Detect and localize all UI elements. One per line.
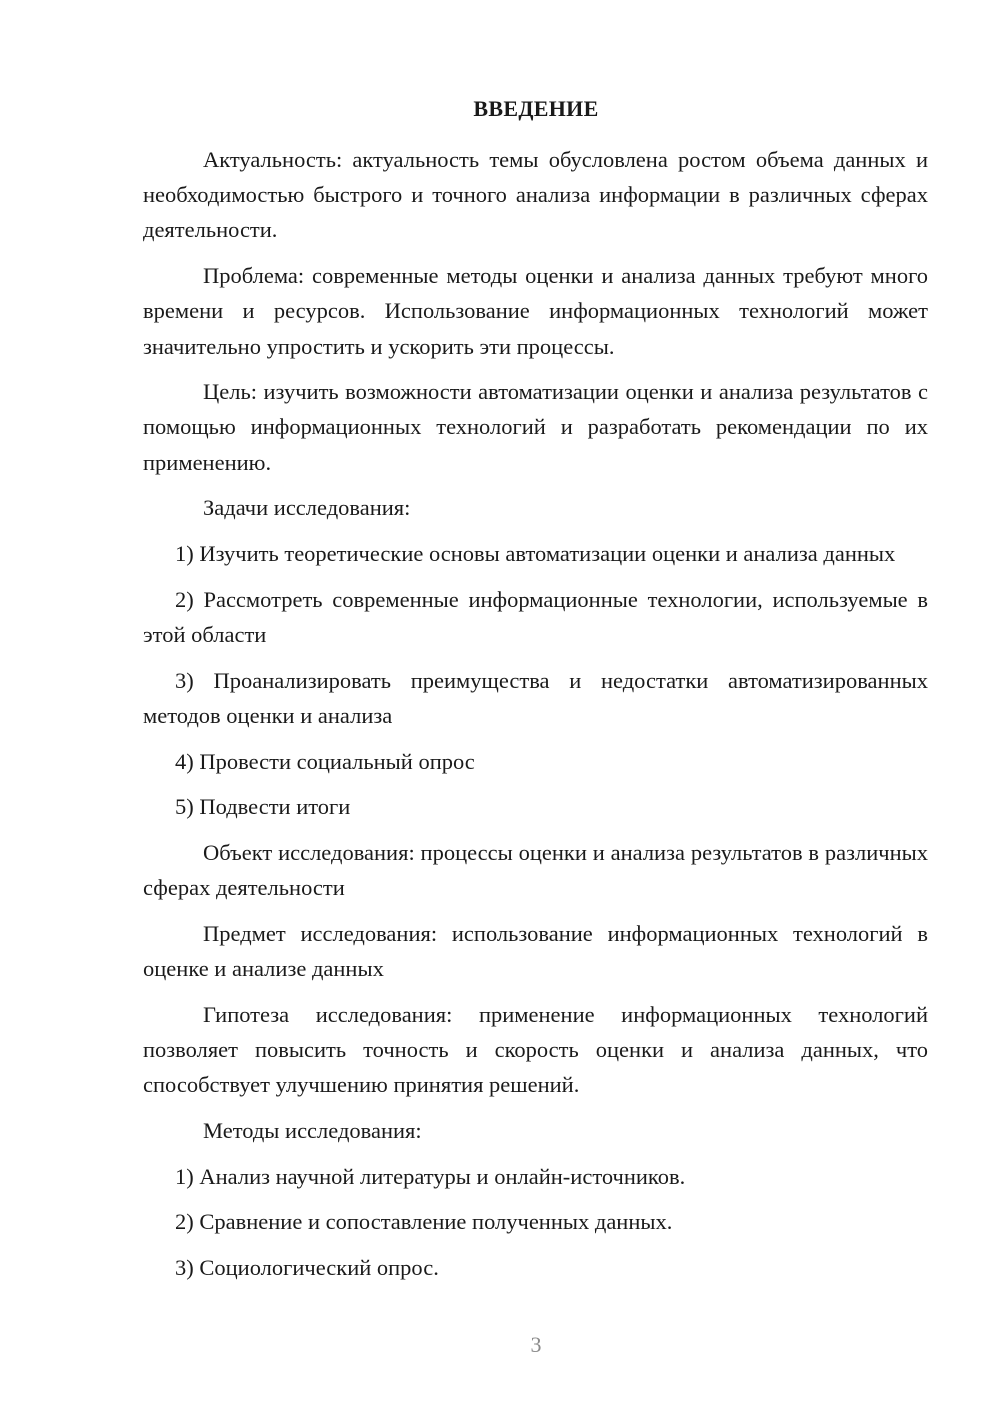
page-number: 3 <box>530 1332 542 1357</box>
method-item-3: 3) Социологический опрос. <box>175 1254 439 1280</box>
paragraph-relevance: Актуальность: актуальность темы обусловлена ростом объема данных и необходимостью быстрого и точного анализа информации в различных сферах деятельности. <box>143 147 928 243</box>
paragraph-tasks-intro: Задачи исследования: <box>203 495 411 521</box>
method-item-1: 1) Анализ научной литературы и онлайн-источников. <box>175 1163 686 1189</box>
document-body <box>143 142 928 1296</box>
paragraph-goal: Цель: изучить возможности автоматизации оценки и анализа результатов с помощью информационных технологий и разработать рекомендации по их применению. <box>143 379 928 475</box>
task-item-5: 5) Подвести итоги <box>175 794 351 820</box>
task-item-1: 1) Изучить теоретические основы автоматизации оценки и анализа данных <box>175 541 896 567</box>
task-item-3: 3) Проанализировать преимущества и недостатки автоматизированных методов оценки и анализа <box>143 667 928 728</box>
method-item-2: 2) Сравнение и сопоставление полученных данных. <box>175 1209 673 1235</box>
paragraph-subject: Предмет исследования: использование информационных технологий в оценке и анализе данных <box>143 920 928 982</box>
page-title: ВВЕДЕНИЕ <box>473 96 599 121</box>
paragraph-problem: Проблема: современные методы оценки и анализа данных требуют много времени и ресурсов. Использование информационных технологий может значительно упростить и ускорить эти процессы. <box>143 263 928 359</box>
paragraph-methods-intro: Методы исследования: <box>203 1117 422 1143</box>
task-item-4: 4) Провести социальный опрос <box>175 748 475 774</box>
paragraph-object: Объект исследования: процессы оценки и анализа результатов в различных сферах деятельности <box>143 839 928 901</box>
paragraph-hypothesis: Гипотеза исследования: применение информационных технологий позволяет повысить точность и скорость оценки и анализа данных, что способствует улучшению принятия решений. <box>143 1001 928 1098</box>
task-item-2: 2) Рассмотреть современные информационные технологии, используемые в этой области <box>143 586 928 647</box>
